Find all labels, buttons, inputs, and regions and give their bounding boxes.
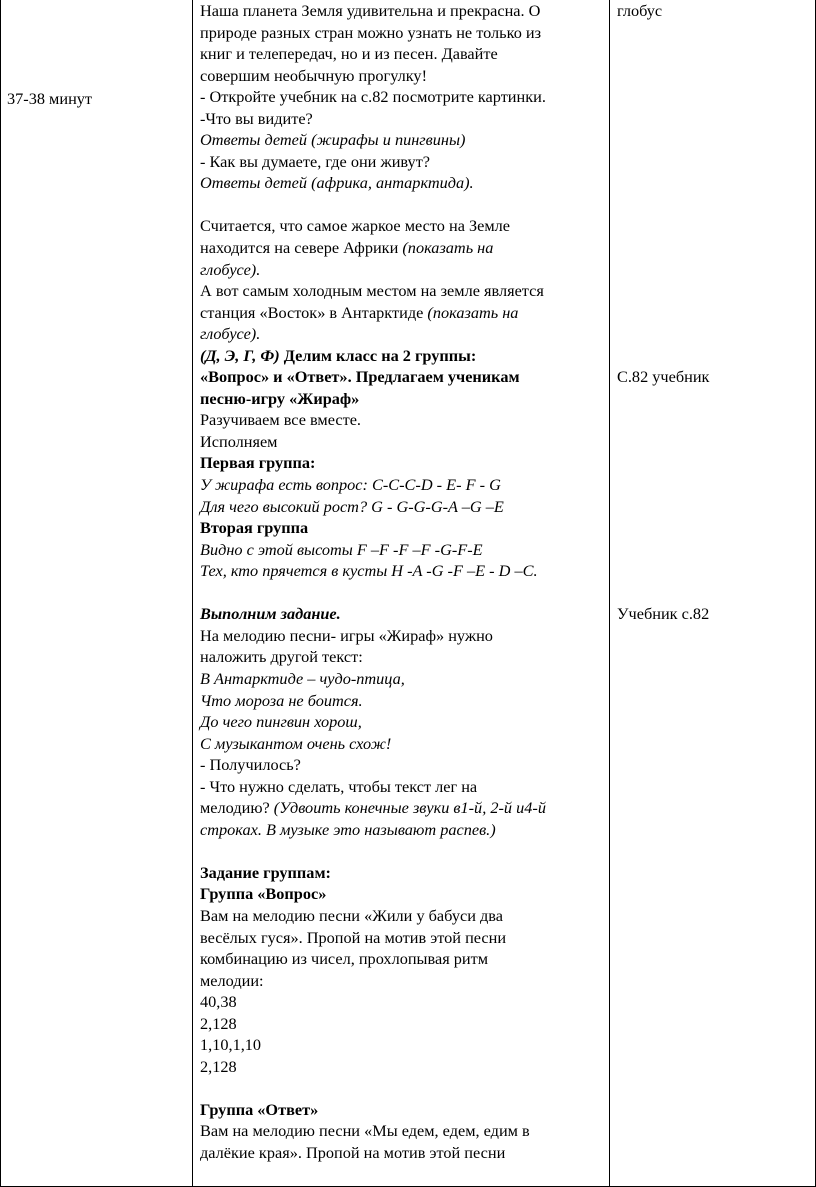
content-line: глобусе). — [200, 259, 261, 279]
content-line: - Как вы думаете, где они живут? — [200, 151, 431, 171]
content-line: Разучиваем все вместе. — [200, 410, 362, 430]
content-line-part: станция «Восток» в Антарктиде — [200, 302, 428, 322]
content-line: Выполним задание. — [200, 604, 341, 624]
content-line: - Откройте учебник на с.82 посмотрите картинки. — [200, 87, 546, 107]
content-line: комбинацию из чисел, прохлопывая ритм — [200, 949, 489, 969]
content-line: книг и телепередач, но и из песен. Давайте — [200, 44, 498, 64]
content-line: глобусе). — [200, 324, 261, 344]
table-border-left — [0, 0, 1, 1187]
content-line: - Получилось? — [200, 755, 301, 775]
content-line: 2,128 — [200, 1013, 237, 1033]
content-line: природе разных стран можно узнать не только из — [200, 22, 542, 42]
content-line: песню-игру «Жираф» — [200, 388, 360, 408]
content-line — [200, 840, 546, 862]
column-divider-2 — [609, 0, 610, 1187]
lesson-content-cell — [200, 0, 546, 1164]
content-line — [200, 582, 546, 604]
content-line-part: мелодию? — [200, 798, 274, 818]
content-line — [200, 1077, 546, 1099]
resource-textbook: Учебник с.82 — [617, 604, 710, 623]
content-line: У жирафа есть вопрос: C-C-C-D - E- F - G — [200, 475, 501, 495]
content-line — [200, 345, 546, 367]
content-line: - Что нужно сделать, чтобы текст лег на — [200, 776, 478, 796]
content-line: 1,10,1,10 — [200, 1035, 262, 1055]
content-line: Ответы детей (африка, антарктида). — [200, 173, 474, 193]
content-line-part: (Д, Э, Г, Ф) — [200, 345, 280, 365]
content-line: Группа «Ответ» — [200, 1099, 319, 1119]
column-divider-1 — [192, 0, 193, 1187]
content-line: далёкие края». Пропой на мотив этой песни — [200, 1142, 506, 1162]
content-line: 40,38 — [200, 992, 237, 1012]
content-line: «Вопрос» и «Ответ». Предлагаем ученикам — [200, 367, 520, 387]
content-line: На мелодию песни- игры «Жираф» нужно — [200, 625, 493, 645]
content-line: совершим необычную прогулку! — [200, 65, 427, 85]
content-line — [200, 302, 546, 324]
content-line: Вторая группа — [200, 518, 309, 538]
content-line-part: Делим класс на 2 группы: — [279, 345, 477, 365]
content-line — [200, 797, 546, 819]
time-cell: 37-38 минут — [7, 89, 93, 108]
content-line-part: (показать на — [402, 238, 494, 258]
content-line: До чего пингвин хорош, — [200, 712, 362, 732]
content-line: Задание группам: — [200, 862, 331, 882]
content-line: Тех, кто прячется в кусты H -A -G -F –E - D –C. — [200, 561, 538, 581]
content-line: наложить другой текст: — [200, 647, 363, 667]
content-line — [200, 237, 546, 259]
content-line: весёлых гуся». Пропой на мотив этой песни — [200, 927, 507, 947]
content-line: Ответы детей (жирафы и пингвины) — [200, 130, 466, 150]
content-line: Исполняем — [200, 431, 278, 451]
content-line: -Что вы видите? — [200, 108, 313, 128]
content-line: Для чего высокий рост? G - G-G-G-A –G –E — [200, 496, 504, 516]
content-line-part: (Удвоить конечные звуки в1-й, 2-й и4-й — [273, 798, 546, 818]
resource-globe: глобус — [617, 1, 663, 20]
content-line: Вам на мелодию песни «Мы едем, едем, едим в — [200, 1121, 530, 1141]
content-line: В Антарктиде – чудо-птица, — [200, 668, 405, 688]
content-line-part: (показать на — [427, 302, 519, 322]
content-line — [200, 194, 546, 216]
content-line: строках. В музыке это называют распев.) — [200, 819, 496, 839]
content-line: А вот самым холодным местом на земле является — [200, 281, 544, 301]
content-line: 2,128 — [200, 1056, 237, 1076]
content-line: Первая группа: — [200, 453, 316, 473]
content-line: Считается, что самое жаркое место на Земле — [200, 216, 511, 236]
content-line-part: находится на севере Африки — [200, 238, 403, 258]
content-line: Видно с этой высоты F –F -F –F -G-F-E — [200, 539, 483, 559]
content-line: Группа «Вопрос» — [200, 884, 327, 904]
content-line: Наша планета Земля удивительна и прекрасна. О — [200, 1, 541, 20]
resource-textbook-page: С.82 учебник — [617, 367, 710, 386]
content-line: Вам на мелодию песни «Жили у бабуси два — [200, 905, 503, 925]
content-line: Что мороза не боится. — [200, 690, 363, 710]
content-line: мелодии: — [200, 970, 264, 990]
content-line: С музыкантом очень схож! — [200, 733, 392, 753]
